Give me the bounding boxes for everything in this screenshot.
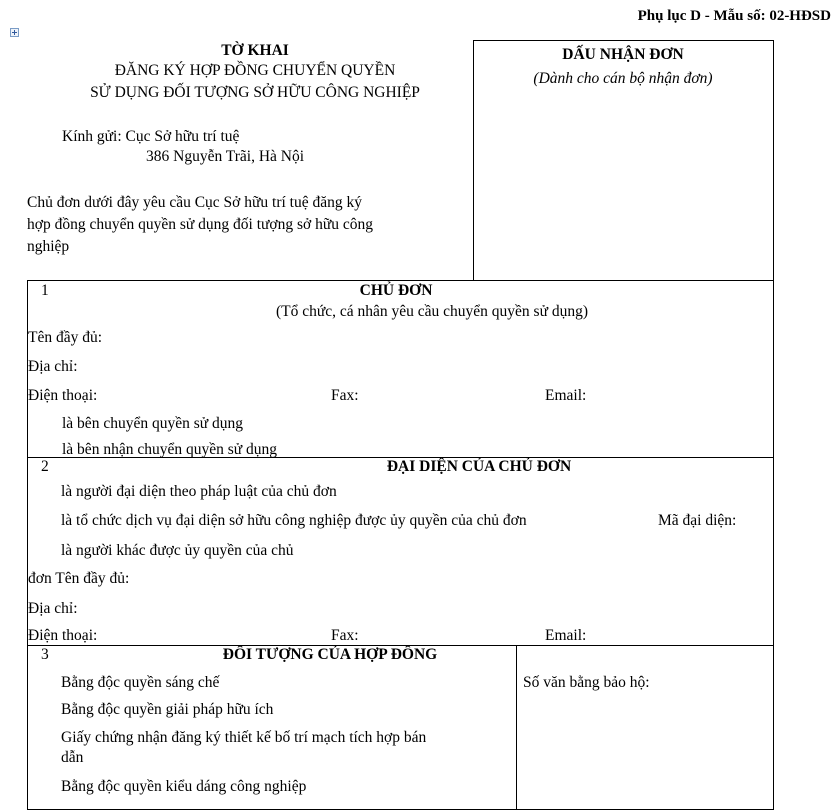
section-number: 2 (41, 458, 49, 475)
option-ic-layout-certificate-cont: dẫn (61, 749, 84, 766)
addressee-label: Kính gửi: Cục Sở hữu trí tuệ (62, 128, 240, 145)
section-number: 3 (41, 646, 49, 663)
request-text-line2: hợp đồng chuyển quyền sử dụng đối tượng sở hữu công (27, 216, 373, 233)
option-ip-agent[interactable]: là tổ chức dịch vụ đại diện sở hữu công nghiệp được ủy quyền của chủ đơn (61, 512, 527, 529)
rep-fax-field[interactable]: Fax: (331, 627, 359, 644)
section-number: 1 (41, 282, 49, 299)
form-page: Phụ lục D - Mẫu số: 02-HĐSD TỜ KHAI ĐĂNG KÝ HỢP ĐỒNG CHUYỂN QUYỀN SỬ DỤNG ĐỐI TƯỢNG SỞ HỮU CÔNG NGHIỆP Kính gửi: Cục Sở hữu trí tuệ 386 Nguyễn Trãi, Hà Nội Chủ đơn dưới đây yêu cầu Cục Sở hữu trí tuệ đăng ký hợp đồng chuyển quyền sử dụng đối tượng sở hữu công nghiệp DẤU NHẬN ĐƠN (Dành cho cán bộ nhận đơn) 1 CHỦ ĐƠN (Tổ chức, cá nhân yêu cầu chuyển quyền sử dụng) Tên đầy đủ: Địa chỉ: Điện thoại: Fax: Email: là bên chuyển quyền sử dụng là bên nhận chuyển quyền sử dụng 2 ĐẠI DIỆN CỦA CHỦ ĐƠN là người đại diện theo pháp luật của chủ đơn là tổ chức dịch vụ đại diện sở hữu công nghiệp được ủy quyền của chủ đơn Mã đại diện: là người khác được ủy quyền của chủ đơn Tên đầy đủ: Địa chỉ: Điện thoại: Fax: Email: 3 ĐỐI TƯỢNG CỦA HỢP ĐỒNG Bằng độc quyền sáng chế Bằng độc quyền giải pháp hữu ích Giấy chứng nhận đăng ký thiết kế bố trí mạch tích hợp bán dẫn Bằng độc quyền kiểu dáng công nghiệp Số văn bằng bảo hộ: (0, 0, 835, 800)
option-ic-layout-certificate[interactable]: Giấy chứng nhận đăng ký thiết kế bố trí mạch tích hợp bán (61, 729, 427, 746)
request-text-line1: Chủ đơn dưới đây yêu cầu Cục Sở hữu trí tuệ đăng ký (27, 194, 362, 211)
email-field[interactable]: Email: (545, 387, 587, 404)
address-field[interactable]: Địa chỉ: (28, 358, 78, 375)
option-licensor[interactable]: là bên chuyển quyền sử dụng (62, 415, 244, 432)
option-industrial-design-patent[interactable]: Bằng độc quyền kiểu dáng công nghiệp (61, 778, 307, 795)
rep-address-field[interactable]: Địa chỉ: (28, 600, 78, 617)
patent-number-field[interactable]: Số văn bằng bảo hộ: (523, 674, 650, 691)
rep-full-name-field[interactable]: đơn Tên đầy đủ: (28, 570, 130, 587)
appendix-label: Phụ lục D - Mẫu số: 02-HĐSD (637, 8, 831, 24)
option-licensee[interactable]: là bên nhận chuyển quyền sử dụng (62, 441, 278, 457)
full-name-field[interactable]: Tên đầy đủ: (28, 329, 103, 346)
phone-field[interactable]: Điện thoại: (28, 387, 98, 404)
option-legal-rep[interactable]: là người đại diện theo pháp luật của chủ đơn (61, 483, 337, 500)
rep-email-field[interactable]: Email: (545, 627, 587, 644)
request-text-line3: nghiệp (27, 238, 70, 255)
option-utility-solution-patent[interactable]: Bằng độc quyền giải pháp hữu ích (61, 701, 274, 718)
expand-icon[interactable] (10, 28, 19, 37)
fax-field[interactable]: Fax: (331, 387, 359, 404)
addressee-address: 386 Nguyễn Trãi, Hà Nội (146, 148, 305, 165)
rep-phone-field[interactable]: Điện thoại: (28, 627, 98, 644)
option-invention-patent[interactable]: Bằng độc quyền sáng chế (61, 674, 220, 691)
rep-code-field[interactable]: Mã đại diện: (658, 512, 737, 529)
option-other-authorized[interactable]: là người khác được ủy quyền của chủ (61, 542, 294, 559)
